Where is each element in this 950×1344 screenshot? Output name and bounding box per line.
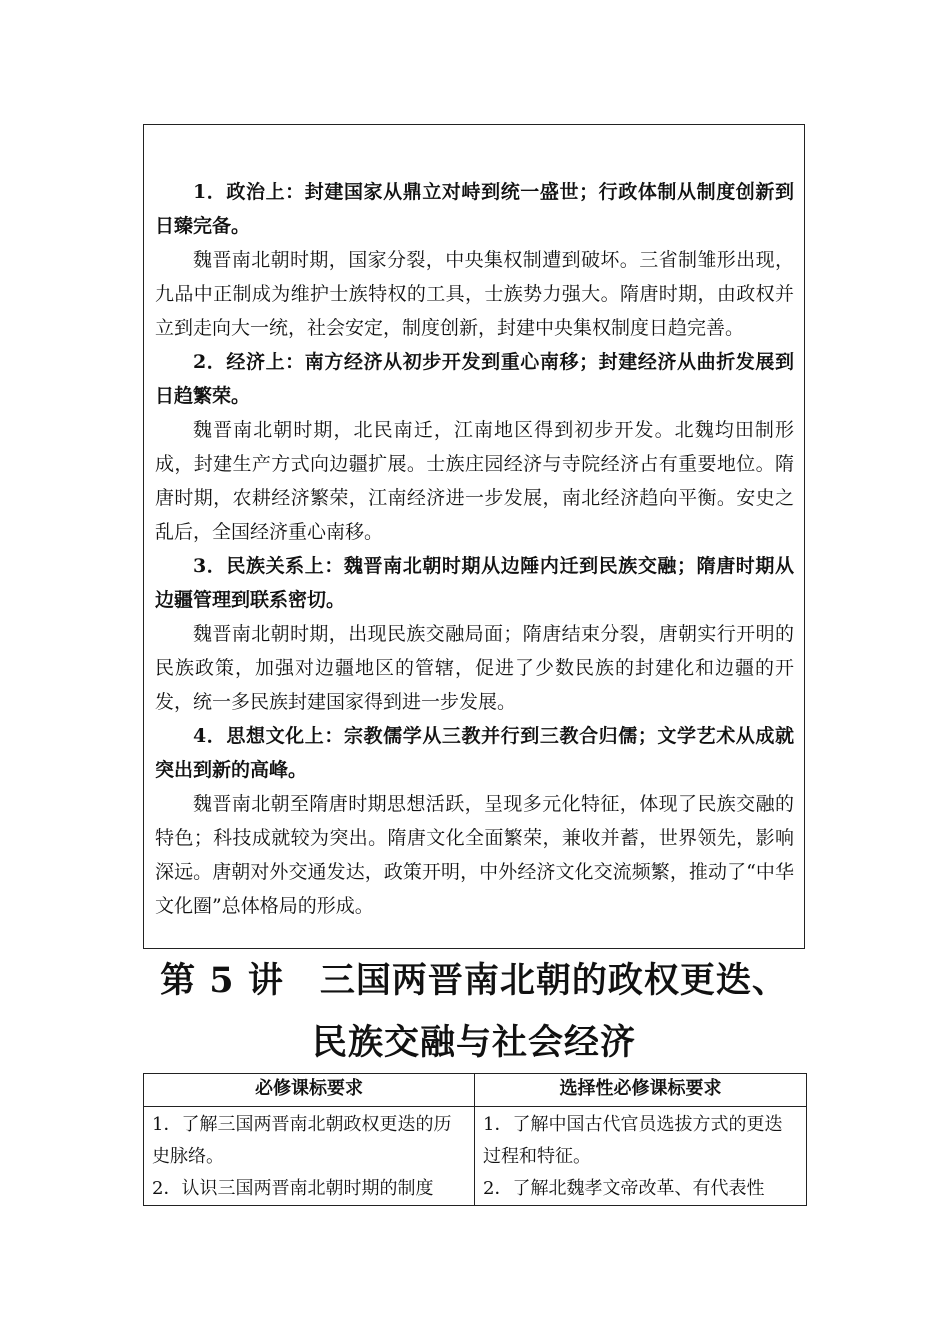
compulsory-item-2: 2．认识三国两晋南北朝时期的制度 bbox=[152, 1178, 434, 1199]
lesson-title: 第 5 讲 三国两晋南北朝的政权更迭、民族交融与社会经济 bbox=[160, 960, 788, 1063]
elective-item-1: 1．了解中国古代官员选拔方式的更迭过程和特征。 bbox=[483, 1114, 783, 1167]
table-header-row bbox=[144, 1074, 807, 1107]
economy-heading: 2．经济上：南方经济从初步开发到重心南移；封建经济从曲折发展到日趋繁荣。 bbox=[155, 351, 794, 407]
elective-header: 选择性必修课标要求 bbox=[475, 1074, 807, 1107]
ethnic-relations-heading: 3．民族关系上：魏晋南北朝时期从边陲内迁到民族交融；隋唐时期从边疆管理到联系密切。 bbox=[155, 555, 794, 611]
compulsory-header: 必修课标要求 bbox=[144, 1074, 475, 1107]
summary-box bbox=[143, 124, 805, 949]
compulsory-cell bbox=[144, 1107, 475, 1206]
ethnic-relations-body: 魏晋南北朝时期，出现民族交融局面；隋唐结束分裂，唐朝实行开明的民族政策，加强对边疆地区的管辖，促进了少数民族的封建化和边疆的开发，统一多民族封建国家得到进一步发展。 bbox=[155, 623, 794, 713]
culture-heading: 4．思想文化上：宗教儒学从三教并行到三教合归儒；文学艺术从成就突出到新的高峰。 bbox=[155, 725, 794, 781]
politics-heading: 1．政治上：封建国家从鼎立对峙到统一盛世；行政体制从制度创新到日臻完备。 bbox=[155, 181, 794, 237]
requirements-table bbox=[143, 1073, 807, 1206]
table-row bbox=[144, 1107, 807, 1206]
elective-item-2: 2．了解北魏孝文帝改革、有代表性 bbox=[483, 1178, 765, 1199]
economy-body: 魏晋南北朝时期，北民南迁，江南地区得到初步开发。北魏均田制形成，封建生产方式向边疆扩展。士族庄园经济与寺院经济占有重要地位。隋唐时期，农耕经济繁荣，江南经济进一步发展，南北经济趋向平衡。安史之乱后，全国经济重心南移。 bbox=[155, 419, 794, 543]
compulsory-item-1: 1．了解三国两晋南北朝政权更迭的历史脉络。 bbox=[152, 1114, 452, 1167]
politics-body: 魏晋南北朝时期，国家分裂，中央集权制遭到破坏。三省制雏形出现，九品中正制成为维护士族特权的工具，士族势力强大。隋唐时期，由政权并立到走向大一统，社会安定，制度创新，封建中央集权制度日趋完善。 bbox=[155, 249, 794, 339]
elective-cell bbox=[475, 1107, 807, 1206]
culture-body: 魏晋南北朝至隋唐时期思想活跃，呈现多元化特征，体现了民族交融的特色；科技成就较为突出。隋唐文化全面繁荣，兼收并蓄，世界领先，影响深远。唐朝对外交通发达，政策开明，中外经济文化交流频繁，推动了“中华文化圈”总体格局的形成。 bbox=[155, 793, 794, 917]
